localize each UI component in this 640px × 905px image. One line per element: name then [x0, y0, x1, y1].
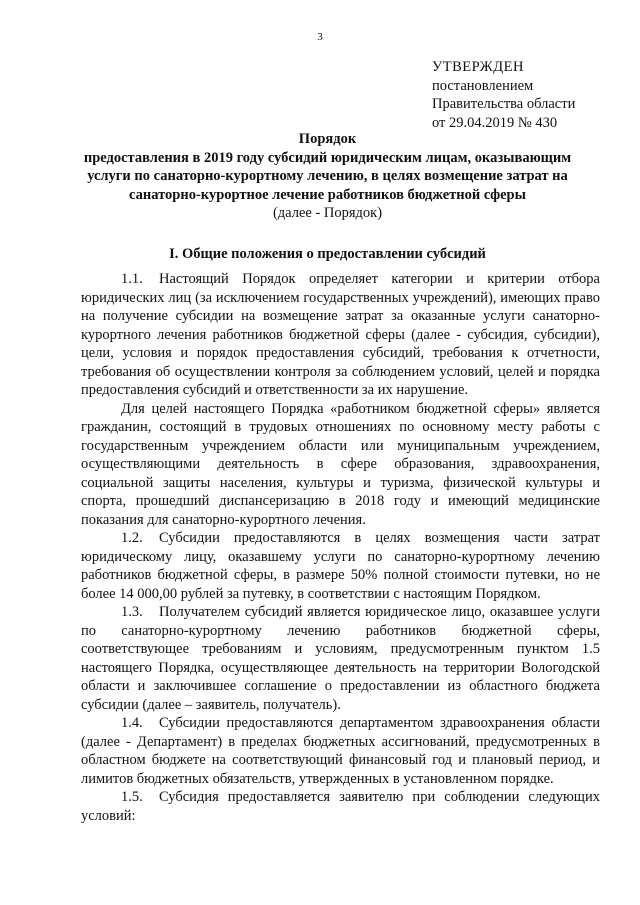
approval-line-2: постановлением: [432, 77, 534, 94]
paragraph-text: Настоящий Порядок определяет категории и критерии отбора юридических лиц (за исключением государственных учреждений), имеющих право на получение субсидии на возмещение затрат за оказанные услуги санаторно-курортного лечения работников бюджетной сферы (далее - субсидия, субсидии), цели, условия и порядок предоставления субсидий, требования к отчетности, требования об осуществлении контроля за соблюдением условий, целей и порядка предоставления субсидий и ответственности за их нарушение.: [81, 271, 600, 398]
title-line-4: санаторно-курортное лечение работников бюджетной сферы: [129, 186, 526, 203]
paragraph-number: 1.5.: [121, 789, 143, 805]
paragraph-text: Для целей настоящего Порядка «работником бюджетной сферы» является гражданин, состоящий в трудовых отношениях по основному месту работы с государственным учреждением области или муниципальным учреждением, осуществляющими деятельность в сфере образования, здравоохранения, социальной защиты населения, культуры и туризма, физической культуры и спорта, прошедший диспансеризацию в 2018 году и имеющий медицинские показания для санаторно-курортного лечения.: [81, 400, 600, 528]
title-line-3: услуги по санаторно-курортному лечению, в целях возмещение затрат на: [87, 168, 568, 184]
paragraph-number: 1.3.: [121, 604, 143, 620]
approval-line-3: Правительства области: [432, 96, 576, 112]
document-title: [40, 130, 615, 223]
paragraph-1-1-definition: [81, 400, 600, 530]
paragraph-1-2: [81, 529, 600, 603]
paragraph-1-1: [81, 270, 600, 400]
paragraph-1-3: [81, 603, 600, 714]
title-line-1: Порядок: [298, 131, 357, 147]
paragraph-text: Получателем субсидий является юридическое лицо, оказавшее услуги по санаторно-курортному лечению работников бюджетной сферы, соответствующее требованиям и условиям, предусмотренным пунктом 1.5 настоящего Порядка, осуществляющее деятельность на территории Вологодской области и заключившее соглашение о предоставлении из областного бюджета субсидии (далее – заявитель, получатель).: [81, 604, 600, 713]
paragraph-1-4: [81, 714, 600, 788]
approval-line-1: УТВЕРЖДЕН: [432, 59, 524, 75]
approval-line-4: от 29.04.2019 № 430: [432, 114, 558, 131]
paragraph-1-5: [81, 788, 600, 825]
document-body: [81, 270, 600, 825]
approval-stamp: [432, 58, 632, 132]
paragraph-text: Субсидии предоставляются в целях возмещения части затрат юридическому лицу, оказавшему услуги по санаторно-курортному лечению работников бюджетной сферы, в размере 50% полной стоимости путевки, но не более 14 000,00 рублей за путевку, в соответствии с настоящим Порядком.: [81, 530, 600, 602]
paragraph-text: Субсидия предоставляется заявителю при соблюдении следующих условий:: [81, 789, 600, 824]
title-line-2: предоставления в 2019 году субсидий юридическим лицам, оказывающим: [83, 149, 572, 166]
paragraph-number: 1.4.: [121, 715, 143, 731]
paragraph-text: Субсидии предоставляются департаментом здравоохранения области (далее - Департамент) в пределах бюджетных ассигнований, предусмотренных в областном бюджете на соответствующий финансовый год и плановый период, и лимитов бюджетных обязательств, утвержденных в установленном порядке.: [81, 715, 600, 787]
title-line-5: (далее - Порядок): [272, 205, 383, 221]
paragraph-number: 1.1.: [121, 271, 143, 287]
paragraph-number: 1.2.: [121, 530, 143, 546]
page-number: 3: [317, 31, 323, 43]
section-heading: I. Общие положения о предоставлении субсидий: [169, 246, 486, 262]
